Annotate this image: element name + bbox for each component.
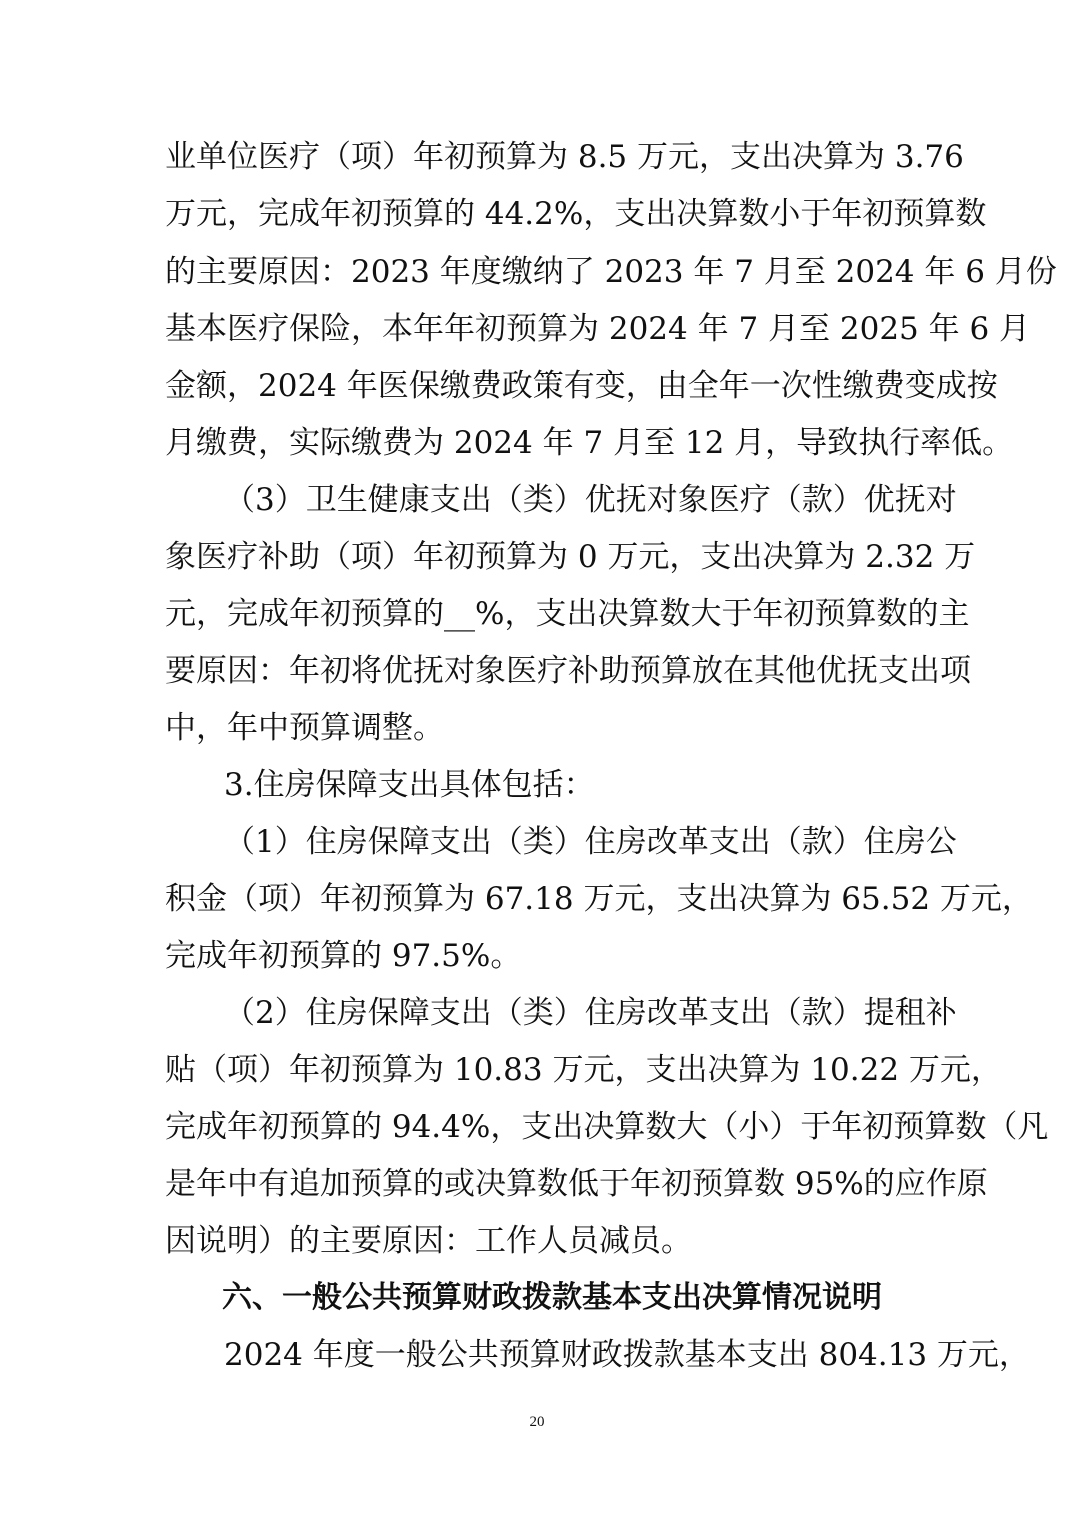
section-heading: 六、一般公共预算财政拨款基本支出决算情况说明 [222, 1280, 882, 1315]
text-line: （2）住房保障支出（类）住房改革支出（款）提租补 [224, 995, 957, 1031]
text-line: 业单位医疗（项）年初预算为 8.5 万元，支出决算为 3.76 [165, 139, 964, 175]
text-line: 因说明）的主要原因：工作人员减员。 [165, 1223, 692, 1259]
text-line: 万元，完成年初预算的 44.2%，支出决算数小于年初预算数 [165, 196, 987, 232]
text-line: 完成年初预算的 97.5%。 [165, 938, 522, 974]
text-line: 积金（项）年初预算为 67.18 万元，支出决算为 65.52 万元， [165, 881, 1033, 917]
text-line: （3）卫生健康支出（类）优抚对象医疗（款）优抚对 [224, 482, 957, 518]
text-line: 元，完成年初预算的__%，支出决算数大于年初预算数的主 [165, 596, 970, 632]
text-line: 完成年初预算的 94.4%，支出决算数大（小）于年初预算数（凡 [165, 1109, 1049, 1145]
text-line: 月缴费，实际缴费为 2024 年 7 月至 12 月，导致执行率低。 [165, 425, 1014, 461]
text-line: 贴（项）年初预算为 10.83 万元，支出决算为 10.22 万元， [165, 1052, 1002, 1088]
text-line: （1）住房保障支出（类）住房改革支出（款）住房公 [224, 824, 957, 860]
text-line: 是年中有追加预算的或决算数低于年初预算数 95%的应作原 [165, 1166, 988, 1202]
text-line: 的主要原因：2023 年度缴纳了 2023 年 7 月至 2024 年 6 月份 [165, 254, 1057, 290]
text-line: 要原因：年初将优抚对象医疗补助预算放在其他优抚支出项 [165, 653, 971, 689]
text-line: 2024 年度一般公共预算财政拨款基本支出 804.13 万元， [224, 1337, 1030, 1373]
text-line: 中，年中预算调整。 [165, 710, 444, 746]
text-line: 3.住房保障支出具体包括： [224, 767, 595, 803]
text-line: 金额，2024 年医保缴费政策有变，由全年一次性缴费变成按 [165, 368, 998, 404]
text-line: 基本医疗保险，本年年初预算为 2024 年 7 月至 2025 年 6 月 [165, 311, 1031, 347]
page-number: 20 [529, 1414, 545, 1430]
text-line: 象医疗补助（项）年初预算为 0 万元，支出决算为 2.32 万 [165, 539, 976, 575]
